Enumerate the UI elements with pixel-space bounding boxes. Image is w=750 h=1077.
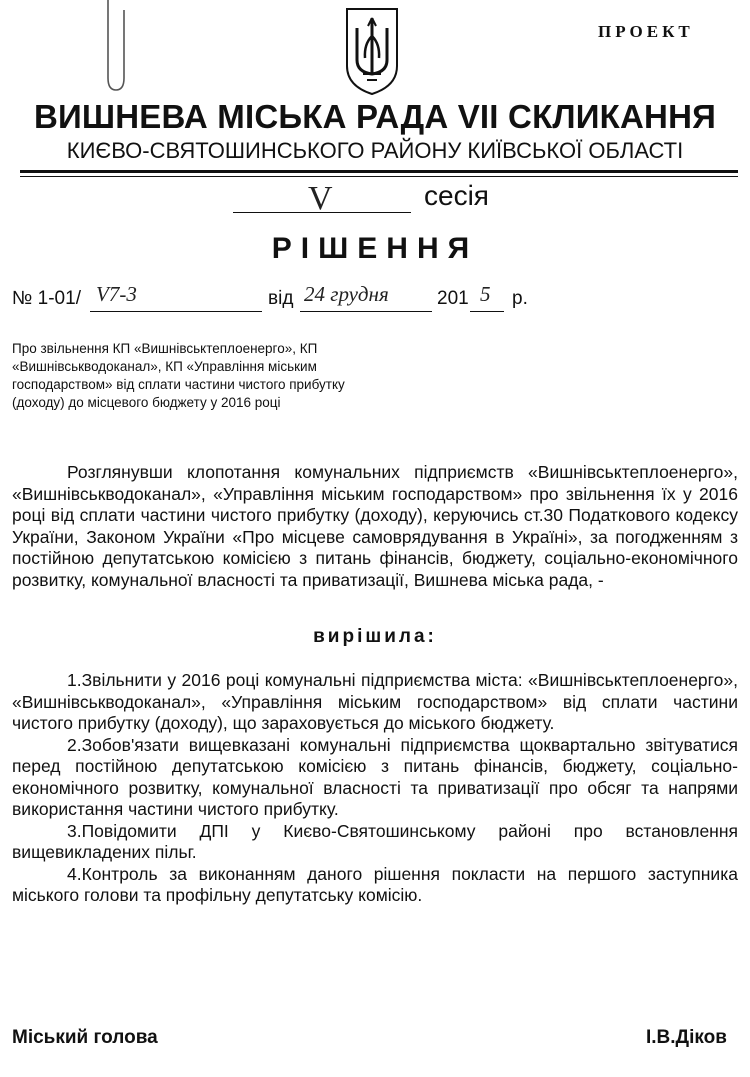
signature-position: Міський голова	[12, 1027, 158, 1048]
decision-subject: Про звільнення КП «Вишнівськтеплоенерго», КП «Вишнівськводоканал», КП «Управління міським господарством» від сплати частини чистого прибутку (доходу) до місцевого бюджету у 2016 році	[12, 341, 345, 410]
decision-number-underline	[90, 311, 262, 312]
session-label: сесія	[424, 180, 489, 211]
decision-item: 4.Контроль за виконанням даного рішення покласти на першого заступника міського голови та профільну депутатську комісію.	[12, 863, 738, 905]
year-prefix: 201	[437, 288, 469, 309]
header-rule-thick	[20, 170, 738, 173]
decision-item: 3.Повідомити ДПІ у Києво-Святошинському районі про встановлення вищевикладених пільг.	[12, 820, 738, 862]
council-title: ВИШНЕВА МІСЬКА РАДА VII СКЛИКАННЯ	[33, 98, 717, 135]
date-underline	[300, 311, 432, 312]
year-underline	[470, 311, 504, 312]
resolved-heading: вирішила:	[313, 626, 437, 647]
decision-number-handwritten: V7-3	[96, 282, 137, 306]
decision-date-handwritten: 24 грудня	[304, 282, 389, 306]
preamble-text: Розглянувши клопотання комунальних підприємств «Вишнівськтеплоенерго», «Вишнівськводоканал», «Управління міським господарством» про звільнення їх у 2016 році від сплати частини чистого прибутку (доходу), керуючись ст.30 Податкового кодексу України, Законом України «Про місцеве самоврядування в Україні», за погодженням з постійною депутатською комісією з питань фінансів, бюджету, соціально-економічного розвитку, комунальної власності та приватизації, Вишнева міська рада, -	[12, 462, 738, 590]
draft-stamp: ПРОЕКТ	[598, 22, 694, 41]
preamble-paragraph	[12, 462, 738, 591]
document-title: РІШЕННЯ	[271, 232, 479, 265]
decision-number-prefix: № 1-01/	[12, 288, 81, 309]
paper-clip-mark	[100, 0, 130, 92]
header-rule-thin	[20, 176, 738, 177]
signature-name: І.В.Діков	[646, 1027, 727, 1048]
year-digit-handwritten: 5	[480, 282, 491, 306]
session-number: V	[308, 180, 333, 217]
district-subtitle: КИЄВО-СВЯТОШИНСЬКОГО РАЙОНУ КИЇВСЬКОЇ ОБЛАСТІ	[66, 138, 684, 163]
decision-item: 1.Звільнити у 2016 році комунальні підприємства міста: «Вишнівськтеплоенерго», «Вишнівськводоканал», «Управління міським господарством» від сплати частини чистого прибутку (доходу), що зараховується до міського бюджету.	[12, 670, 738, 733]
decision-item: 2.Зобов'язати вищевказані комунальні підприємства щоквартально звітуватися перед постійною депутатською комісією з питань фінансів, бюджету, соціально-економічного розвитку, комунальної власності та приватизації про обсяг та напрями використання частини чистого прибутку.	[12, 734, 738, 819]
year-suffix: р.	[512, 288, 528, 309]
coat-of-arms-trident-emblem	[343, 6, 401, 96]
decision-items	[12, 670, 738, 907]
date-prefix: від	[268, 288, 294, 309]
